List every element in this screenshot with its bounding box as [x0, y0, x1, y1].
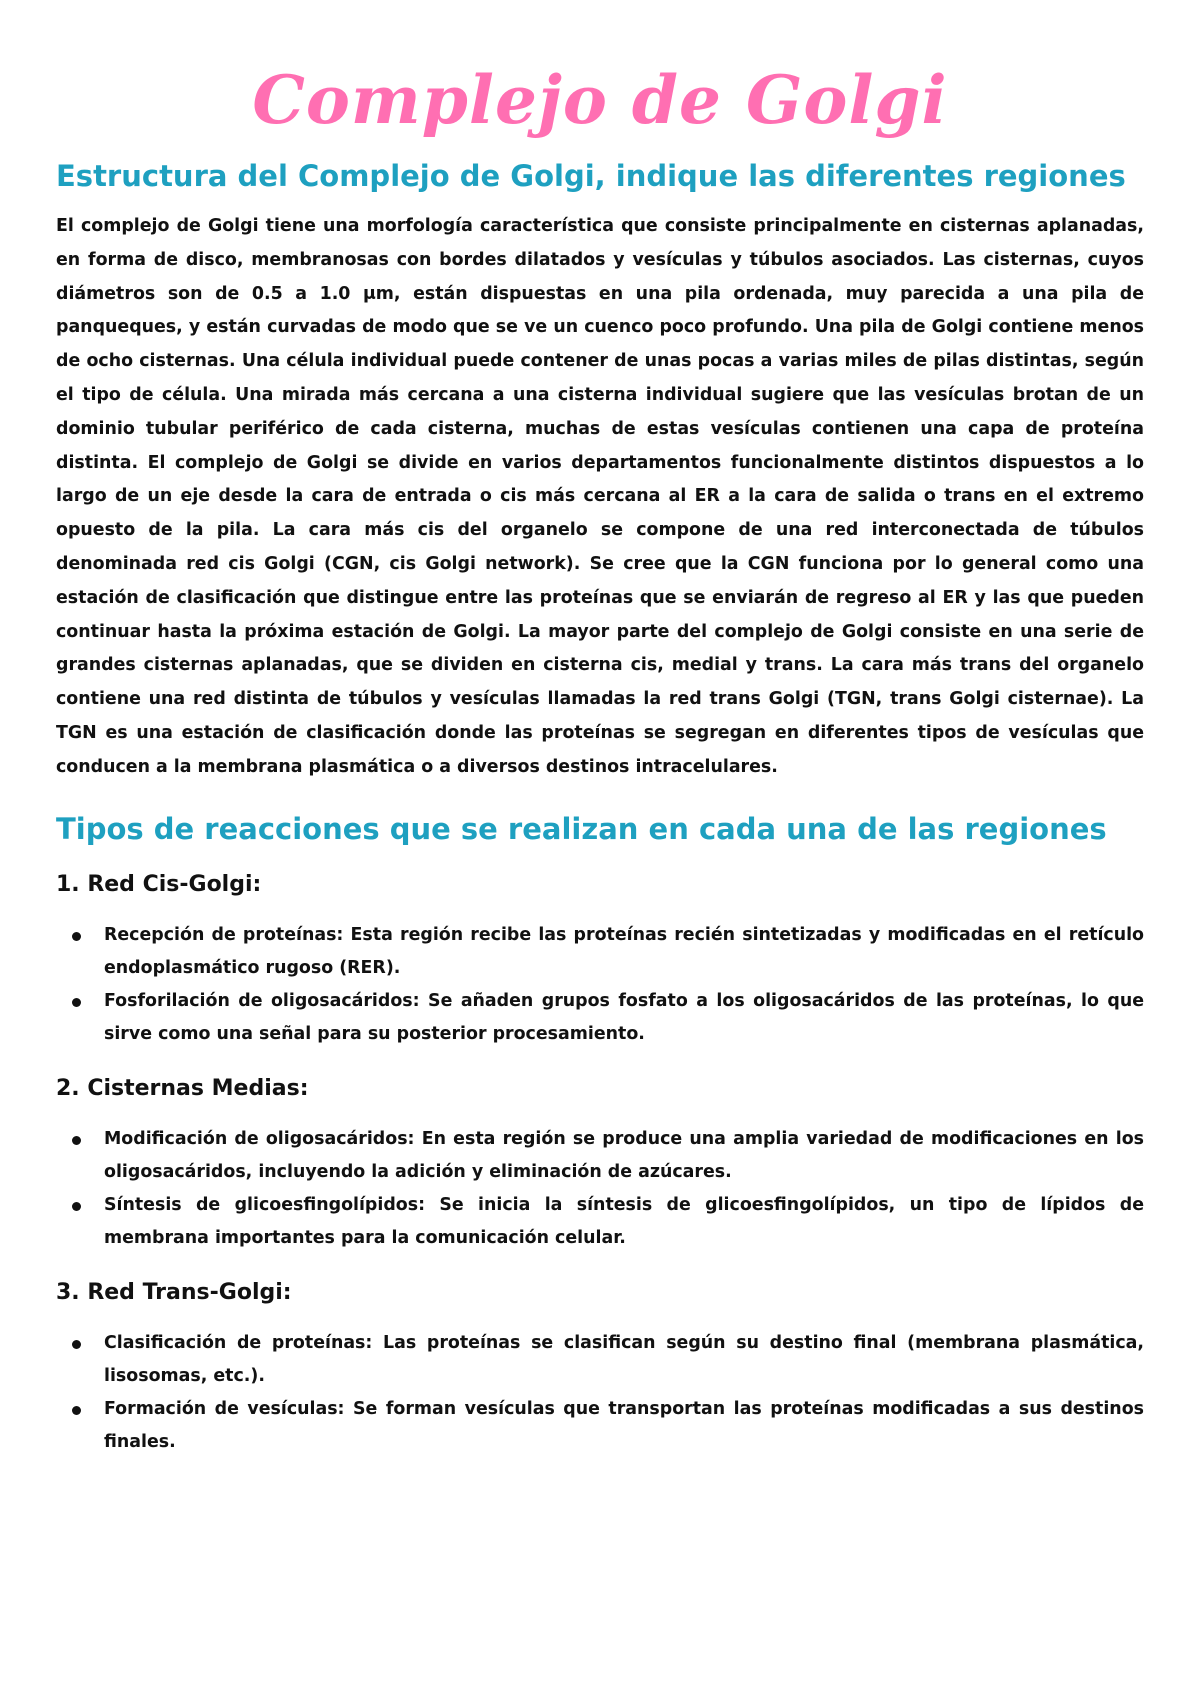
bullet-list: [56, 1123, 1144, 1255]
document-title: Complejo de Golgi: [252, 61, 948, 139]
bullet-dot-icon: [72, 998, 81, 1007]
list-item: [56, 1189, 1144, 1255]
region-heading: 3. Red Trans-Golgi:: [56, 1279, 292, 1305]
structure-paragraph: El complejo de Golgi tiene una morfología característica que consiste principalmente en cisternas aplanadas, en forma de disco, membranosas con bordes dilatados y vesículas y túbulos asociados. Las cisternas, cuyos diámetros son de 0.5 a 1.0 μm, están dispuestas en una pila ordenada, muy parecida a una pila de panqueques, y están curvadas de modo que se ve un cuenco poco profundo. Una pila de Golgi contiene menos de ocho cisternas. Una célula individual puede contener de unas pocas a varias miles de pilas distintas, según el tipo de célula. Una mirada más cercana a una cisterna individual sugiere que las vesículas brotan de un dominio tubular periférico de cada cisterna, muchas de estas vesículas contienen una capa de proteína distinta. El complejo de Golgi se divide en varios departamentos funcionalmente distintos dispuestos a lo largo de un eje desde la cara de entrada o cis más cercana al ER a la cara de salida o trans en el extremo opuesto de la pila. La cara más cis del organelo se compone de una red interconectada de túbulos denominada red cis Golgi (CGN, cis Golgi network). Se cree que la CGN funciona por lo general como una estación de clasificación que distingue entre las proteínas que se enviarán de regreso al ER y las que pueden continuar hasta la próxima estación de Golgi. La mayor parte del complejo de Golgi consiste en una serie de grandes cisternas aplanadas, que se dividen en cisterna cis, medial y trans. La cara más trans del organelo contiene una red distinta de túbulos y vesículas llamadas la red trans Golgi (TGN, trans Golgi cisternae). La TGN es una estación de clasificación donde las proteínas se segregan en diferentes tipos de vesículas que conducen a la membrana plasmática o a diversos destinos intracelulares.: [56, 216, 1144, 777]
list-item-text: Clasificación de proteínas: Las proteínas se clasifican según su destino final (membrana plasmática, lisosomas, etc.).: [104, 1332, 1144, 1386]
list-item: [56, 985, 1144, 1051]
bullet-dot-icon: [72, 932, 81, 941]
list-item-text: Fosforilación de oligosacáridos: Se añaden grupos fosfato a los oligosacáridos de las proteínas, lo que sirve como una señal para su posterior procesamiento.: [104, 990, 1144, 1044]
bullet-list: [56, 919, 1144, 1051]
list-item-text: Modificación de oligosacáridos: En esta región se produce una amplia variedad de modificaciones en los oligosacáridos, incluyendo la adición y eliminación de azúcares.: [104, 1128, 1144, 1182]
list-item-text: Recepción de proteínas: Esta región recibe las proteínas recién sintetizadas y modificadas en el retículo endoplasmático rugoso (RER).: [104, 924, 1144, 978]
region-medial-cisternae: [56, 1073, 1144, 1255]
section-heading-structure: Estructura del Complejo de Golgi, indique las diferentes regiones: [56, 159, 1126, 193]
list-item-text: Formación de vesículas: Se forman vesículas que transportan las proteínas modificadas a sus destinos finales.: [104, 1398, 1144, 1452]
list-item: [56, 919, 1144, 985]
bullet-dot-icon: [72, 1406, 81, 1415]
bullet-list: [56, 1327, 1144, 1459]
list-item-text: Síntesis de glicoesfingolípidos: Se inicia la síntesis de glicoesfingolípidos, un tipo de lípidos de membrana importantes para la comunicación celular.: [104, 1194, 1144, 1248]
region-trans-golgi: [56, 1277, 1144, 1459]
region-cis-golgi: [56, 869, 1144, 1051]
list-item: [56, 1123, 1144, 1189]
document-page: [56, 60, 1144, 1481]
region-heading: 1. Red Cis-Golgi:: [56, 871, 262, 897]
region-heading: 2. Cisternas Medias:: [56, 1075, 309, 1101]
bullet-dot-icon: [72, 1340, 81, 1349]
section-heading-reactions: Tipos de reacciones que se realizan en cada una de las regiones: [56, 811, 1107, 846]
list-item: [56, 1393, 1144, 1459]
list-item: [56, 1327, 1144, 1393]
bullet-dot-icon: [72, 1202, 81, 1211]
bullet-dot-icon: [72, 1136, 81, 1145]
